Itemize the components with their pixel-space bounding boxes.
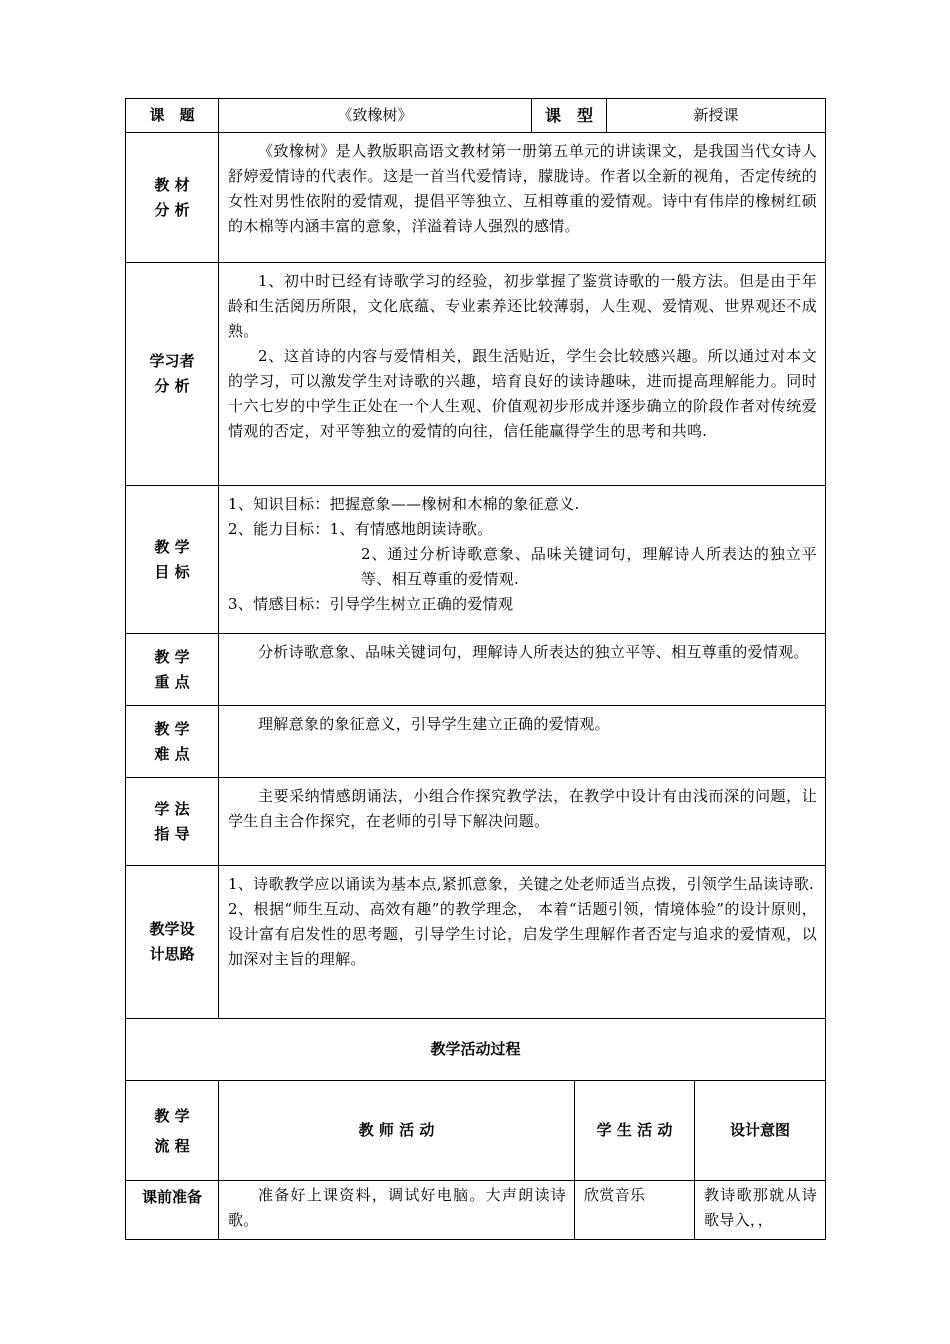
method-label-line2: 指 导 (154, 824, 190, 843)
key-text-cell (219, 634, 826, 706)
learner-label-line2: 分 析 (154, 377, 190, 395)
goal-ability-2: 2、通过分析诗歌意象、品味关键词句，理解诗人所表达的独立平等、相互尊重的爱情观. (361, 545, 818, 588)
key-label-line1: 教 学 (154, 647, 190, 666)
stage-cell: 课前准备 (126, 1181, 219, 1240)
flow-header-line2: 流 程 (154, 1136, 190, 1155)
learner-text-cell (219, 263, 826, 486)
material-label (126, 133, 219, 263)
key-row (126, 634, 826, 706)
topic-label: 课 题 (126, 99, 219, 133)
method-text-cell (219, 778, 826, 866)
process-header-row (126, 1081, 826, 1181)
design-label-line2: 计思路 (149, 945, 195, 963)
goals-label-line1: 教 学 (154, 537, 190, 556)
learner-row (126, 263, 826, 486)
design-text-cell (219, 866, 826, 1019)
difficult-row (126, 706, 826, 778)
difficult-label-line1: 教 学 (154, 719, 190, 738)
process-title: 教学活动过程 (126, 1019, 826, 1081)
learner-label (126, 263, 219, 486)
material-label-line1: 教 材 (154, 175, 190, 194)
difficult-text: 理解意象的象征意义，引导学生建立正确的爱情观。 (258, 715, 610, 733)
difficult-label (126, 706, 219, 778)
design-paragraph-2: 2、根据“师生互动、高效有趣”的教学理念， 本着“话题引领，情境体验”的设计原则，设计富有启发性的思考题，引导学生讨论，启发学生理解作者否定与追求的爱情观，以加深对主旨的理解。 (228, 900, 818, 968)
topic-value: 《致橡树》 (219, 99, 532, 133)
type-value: 新授课 (607, 99, 826, 133)
goal-knowledge: 1、知识目标：把握意象——橡树和木棉的象征意义. (228, 495, 580, 513)
goals-label (126, 486, 219, 634)
method-label-line1: 学 法 (154, 799, 190, 818)
design-label (126, 866, 219, 1019)
teacher-activity-cell (219, 1181, 575, 1240)
student-activity-text: 欣赏音乐 (584, 1186, 646, 1204)
student-activity-cell (575, 1181, 695, 1240)
type-label: 课 型 (532, 99, 607, 133)
goals-row (126, 486, 826, 634)
material-text: 《致橡树》是人教版职高语文教材第一册第五单元的讲读课文，是我国当代女诗人舒婷爱情诗的代表作。这是一首当代爱情诗，朦胧诗。作者以全新的视角，否定传统的女性对男性依附的爱情观，提倡平等独立、互相尊重的爱情观。诗中有伟岸的橡树红硕的木棉等内涵丰富的意象，洋溢着诗人强烈的感情。 (228, 142, 818, 235)
goal-emotion: 3、情感目标：引导学生树立正确的爱情观 (228, 595, 514, 613)
teacher-activity-header: 教 师 活 动 (219, 1081, 575, 1181)
design-paragraph-1: 1、诗歌教学应以诵读为基本点,紧抓意象，关键之处老师适当点拨，引领学生品读诗歌. (228, 875, 815, 893)
difficult-label-line2: 难 点 (154, 744, 190, 763)
method-row (126, 778, 826, 866)
lesson-plan-table (125, 98, 826, 1240)
learner-paragraph-2: 2、这首诗的内容与爱情相关，跟生活贴近，学生会比较感兴趣。所以通过对本文的学习，可以激发学生对诗歌的兴趣，培育良好的读诗趣味，进而提高理解能力。同时十六七岁的中学生正处在一个人生观、价值观初步形成并逐步确立的阶段作者对传统爱情观的否定，对平等独立的爱情的向往，信任能赢得学生的思考和共鸣. (228, 347, 818, 440)
design-intent-cell (695, 1181, 826, 1240)
material-label-line2: 分 析 (154, 200, 190, 219)
design-intent-text: 教诗歌那就从诗歌导入，， (704, 1186, 818, 1229)
method-text: 主要采纳情感朗诵法，小组合作探究教学法，在教学中设计有由浅而深的问题，让学生自主合作探究，在老师的引导下解决问题。 (228, 787, 818, 830)
header-row (126, 99, 826, 133)
key-label (126, 634, 219, 706)
learner-label-line1: 学习者 (149, 352, 195, 370)
method-label (126, 778, 219, 866)
process-row (126, 1181, 826, 1240)
teacher-activity-text: 准备好上课资料，调试好电脑。大声朗读诗歌。 (228, 1186, 566, 1229)
design-label-line1: 教学设 (149, 920, 195, 938)
material-row (126, 133, 826, 263)
key-text: 分析诗歌意象、品味关键词句，理解诗人所表达的独立平等、相互尊重的爱情观。 (258, 643, 809, 661)
student-activity-header: 学 生 活 动 (575, 1081, 695, 1181)
process-title-row (126, 1019, 826, 1081)
flow-header (126, 1081, 219, 1181)
goals-text-cell (219, 486, 826, 634)
design-row (126, 866, 826, 1019)
key-label-line2: 重 点 (154, 672, 190, 691)
goals-label-line2: 目 标 (154, 562, 190, 581)
difficult-text-cell (219, 706, 826, 778)
material-text-cell (219, 133, 826, 263)
design-intent-header: 设计意图 (695, 1081, 826, 1181)
flow-header-line1: 教 学 (154, 1106, 190, 1125)
learner-paragraph-1: 1、初中时已经有诗歌学习的经验，初步掌握了鉴赏诗歌的一般方法。但是由于年龄和生活阅历所限，文化底蕴、专业素养还比较薄弱，人生观、爱情观、世界观还不成熟。 (228, 272, 818, 340)
goal-ability: 2、能力目标：1、有情感地朗读诗歌。 (228, 520, 493, 538)
